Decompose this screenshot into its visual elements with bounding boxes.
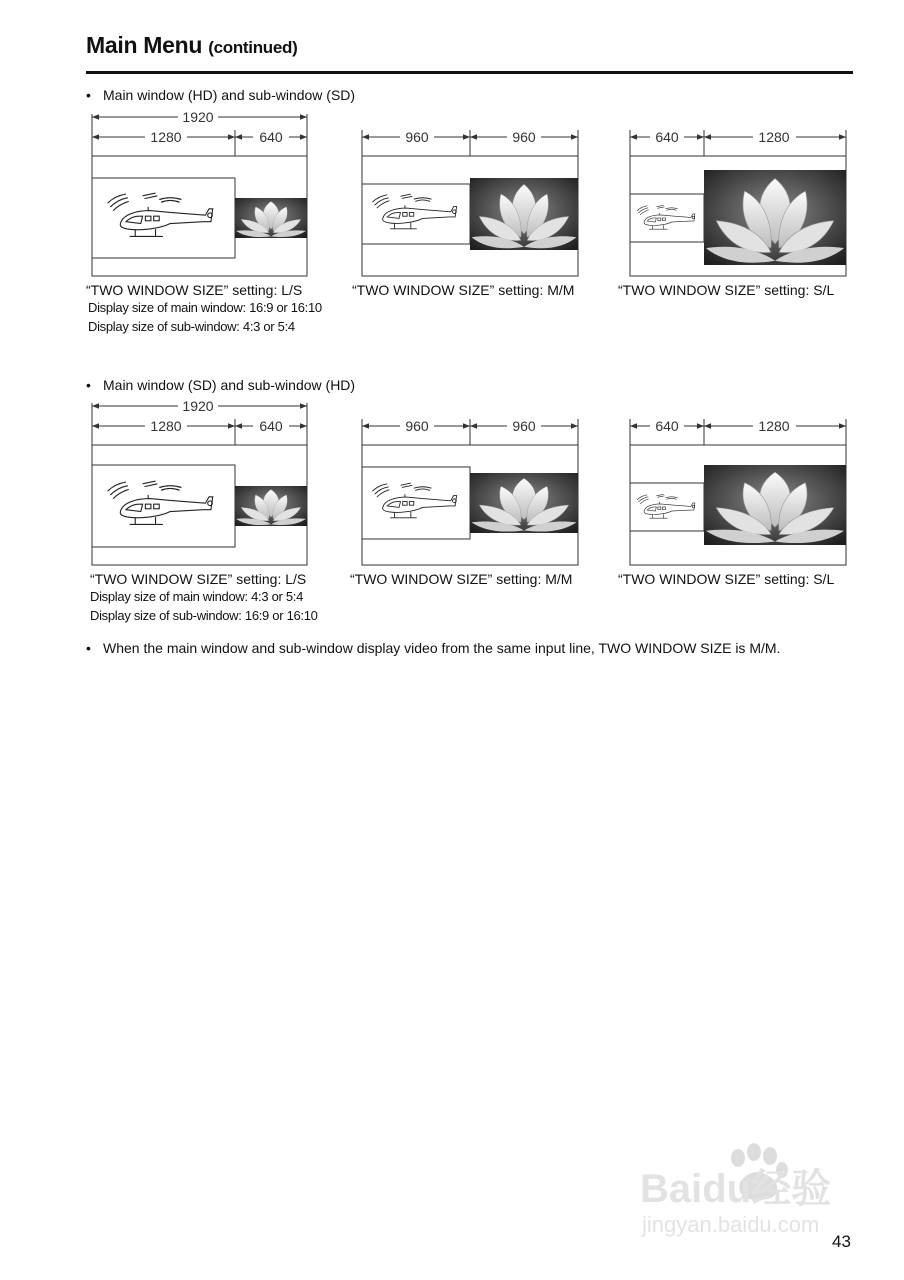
caption-s1-ls: “TWO WINDOW SIZE” setting: L/S xyxy=(86,282,303,298)
caption-s1-mm: “TWO WINDOW SIZE” setting: M/M xyxy=(352,282,575,298)
dim-small: 640 xyxy=(259,418,283,434)
title-sub: (continued) xyxy=(208,38,298,57)
lotus-photo xyxy=(704,465,846,545)
lotus-photo xyxy=(470,178,578,250)
note-s1-sub: Display size of sub-window: 4:3 or 5:4 xyxy=(88,319,295,334)
section-1-bullet: • Main window (HD) and sub-window (SD) xyxy=(86,87,356,103)
diagram-s2-mm xyxy=(360,397,582,572)
lotus-photo xyxy=(235,198,307,238)
dim-large: 1280 xyxy=(758,129,790,145)
note-s1-main: Display size of main window: 16:9 or 16:10 xyxy=(88,300,322,315)
page-title xyxy=(86,32,297,59)
main-window xyxy=(362,184,470,244)
diagram-s2-sl xyxy=(628,397,850,572)
header-rule xyxy=(86,71,853,74)
diagram-s1-sl xyxy=(628,108,850,283)
watermark-brand: Baidu经验 xyxy=(640,1167,832,1211)
dim-half-left: 960 xyxy=(405,129,429,145)
dim-large: 1280 xyxy=(150,129,182,145)
main-window xyxy=(630,194,704,242)
dim-small: 640 xyxy=(655,418,679,434)
main-window xyxy=(362,467,470,539)
dim-small: 640 xyxy=(655,129,679,145)
page-number: 43 xyxy=(832,1232,851,1251)
dim-half-right: 960 xyxy=(512,418,536,434)
caption-s2-sl: “TWO WINDOW SIZE” setting: S/L xyxy=(618,571,835,587)
diagram-s1-ls xyxy=(90,108,310,283)
lotus-photo xyxy=(470,473,578,533)
note-s2-main: Display size of main window: 4:3 or 5:4 xyxy=(90,589,304,604)
dim-large: 1280 xyxy=(150,418,182,434)
lotus-photo xyxy=(704,170,846,265)
dim-large: 1280 xyxy=(758,418,790,434)
caption-s2-mm: “TWO WINDOW SIZE” setting: M/M xyxy=(350,571,573,587)
footnote-bullet: • When the main window and sub-window display video from the same input line, TWO WINDOW SIZE is M/M. xyxy=(86,640,781,656)
dim-half-right: 960 xyxy=(512,129,536,145)
footnote-text: When the main window and sub-window display video from the same input line, TWO WINDOW SIZE is M/M. xyxy=(103,640,781,656)
watermark-url: jingyan.baidu.com xyxy=(642,1212,820,1237)
dim-total: 1920 xyxy=(182,109,214,125)
dim-total: 1920 xyxy=(182,398,214,414)
title-main: Main Menu xyxy=(86,32,203,58)
diagram-s2-ls xyxy=(90,397,310,572)
section-1-bullet-text: Main window (HD) and sub-window (SD) xyxy=(103,87,356,103)
main-window xyxy=(92,178,235,258)
caption-s1-sl: “TWO WINDOW SIZE” setting: S/L xyxy=(618,282,835,298)
caption-s2-ls: “TWO WINDOW SIZE” setting: L/S xyxy=(90,571,307,587)
note-s2-sub: Display size of sub-window: 16:9 or 16:10 xyxy=(90,608,318,623)
diagram-s1-mm xyxy=(360,108,582,283)
main-window xyxy=(630,483,704,531)
baidu-watermark xyxy=(640,1140,855,1250)
dim-small: 640 xyxy=(259,129,283,145)
section-2-bullet: • Main window (SD) and sub-window (HD) xyxy=(86,377,356,393)
dim-half-left: 960 xyxy=(405,418,429,434)
section-2-bullet-text: Main window (SD) and sub-window (HD) xyxy=(103,377,356,393)
main-window xyxy=(92,465,235,547)
lotus-photo xyxy=(235,486,307,526)
